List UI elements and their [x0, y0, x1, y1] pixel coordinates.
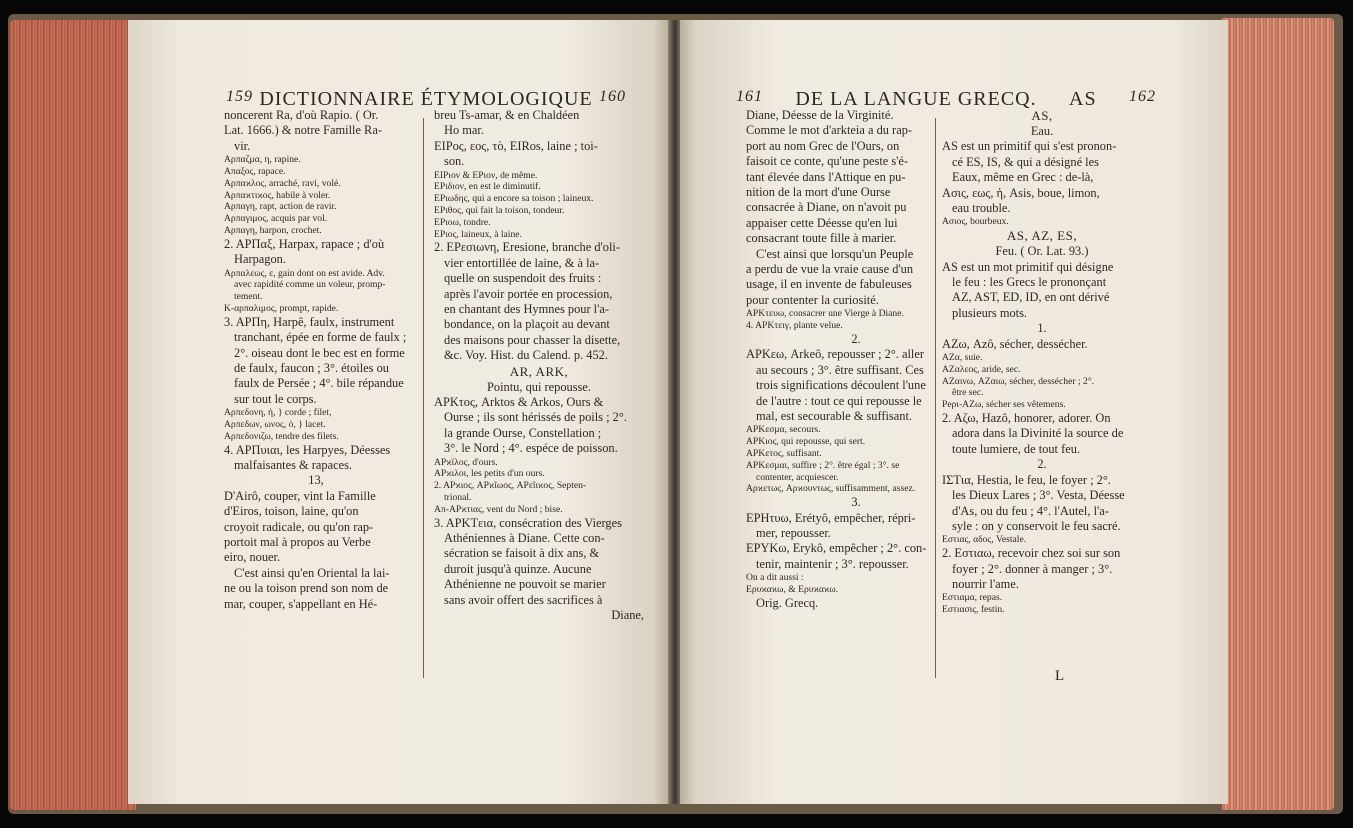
text-line: cé ES, IS, & qui a désigné les	[952, 154, 1099, 169]
text-line: eau trouble.	[952, 201, 1011, 216]
right-column-2	[942, 108, 1142, 616]
signature-mark: L	[1055, 668, 1065, 684]
section-number: 1.	[1037, 321, 1047, 336]
text-line: mar, couper, s'appellant en Hé-	[224, 596, 378, 611]
text-line: de l'autre : tout ce qui repousse le	[756, 393, 922, 408]
text-line: C'est ainsi que lorsqu'un Peuple	[756, 246, 914, 261]
text-line: Diane, Déesse de la Virginité.	[746, 108, 894, 122]
text-line: mer, repousser.	[756, 525, 831, 540]
page-number: 160	[599, 88, 626, 105]
entry-line: Aρπαγη, rapt, action de ravir.	[224, 201, 337, 213]
text-line: plusieurs mots.	[952, 305, 1028, 320]
text-line: nourrir l'ame.	[952, 576, 1019, 591]
entry-line: Aπ-APϰτιας, vent du Nord ; bise.	[434, 503, 563, 515]
text-line: tant élevée dans l'Attique en pu-	[746, 169, 906, 184]
text-line: en chantant des Hymnes pour l'a-	[444, 302, 609, 317]
text-line: consacrant toute fille à marier.	[746, 231, 897, 246]
entry-line: K-αρπαλιμος, prompt, rapide.	[224, 303, 339, 314]
page-number: 159	[226, 88, 253, 105]
text-line: trois significations découlent l'une	[756, 378, 926, 393]
entry-line: Aρπαζμα, η, rapine.	[224, 154, 301, 166]
text-line: D'Airô, couper, vint la Famille	[224, 488, 376, 503]
text-line: Lat. 1666.) & notre Famille Ra-	[224, 123, 382, 138]
text-line: Athéniennes à Diane. Cette con-	[444, 531, 605, 546]
text-line: malfaisantes & rapaces.	[234, 458, 353, 473]
entry-line: APKετος, suffisant.	[746, 447, 822, 459]
text-line: 2. Aζω, Hazô, honorer, adorer. On	[942, 411, 1111, 426]
section-subheading: Eau.	[1030, 124, 1054, 138]
text-line: syle : on y conservoit le feu sacré.	[952, 518, 1121, 533]
text-line: AZω, Azô, sécher, dessécher.	[942, 336, 1088, 351]
text-line: Ourse ; ils sont hérissés de poils ; 2°.	[444, 410, 627, 425]
entry-line: APϰιλοι, les petits d'un ours.	[434, 468, 545, 480]
text-line: consacrée à Diane, on n'avoit pu	[746, 200, 907, 215]
text-line: adora dans la Divinité la source de	[952, 426, 1124, 441]
entry-line: AZα, suie.	[942, 352, 983, 364]
text-line: noncerent Ra, d'où Rapio. ( Or.	[224, 108, 379, 122]
text-line: duroit jusqu'à quinze. Aucune	[444, 561, 592, 576]
entry-line: APKεσμαι, suffire ; 2°. être égal ; 3°. se	[746, 459, 900, 471]
entry-line: AZαλεος, aride, sec.	[942, 363, 1021, 375]
text-line: pour contenter la curiosité.	[746, 292, 879, 307]
left-column-1	[224, 108, 408, 612]
entry-line: trional.	[444, 492, 472, 504]
section-subheading: Pointu, qui repousse.	[487, 379, 591, 394]
entry-line: Peρι-AZω, sécher ses vêtemens.	[942, 399, 1066, 411]
text-line: sécration se faisoit à dix ans, &	[444, 546, 600, 561]
text-line: APKεω, Arkeô, repousser ; 2°. aller	[746, 347, 924, 362]
text-line: 3. APKTεια, consécration des Vierges	[434, 515, 622, 530]
text-line: au secours ; 3°. être suffisant. Ces	[756, 362, 924, 377]
text-line: 3°. le Nord ; 4°. espéce de poisson.	[444, 441, 618, 456]
text-line: croyoit radicale, ou qu'on rap-	[224, 519, 374, 534]
left-page	[128, 20, 670, 804]
entry-line: APKιος, qui repousse, qui sert.	[746, 436, 866, 448]
text-line: faisoit ce conte, qu'une peste s'é-	[746, 154, 909, 169]
text-line: EIPος, εος, τὸ, EIRos, laine ; toi-	[434, 138, 598, 153]
text-line: le feu : les Grecs le prononçant	[952, 275, 1107, 290]
section-number: 13,	[308, 473, 324, 488]
text-line: EPYKω, Erykô, empêcher ; 2°. con-	[746, 541, 927, 556]
entry-line: Eρυϰαϰω, & Eρυϰαϰω.	[746, 583, 839, 595]
entry-line: Aρπαγιμος, acquis par vol.	[224, 213, 328, 225]
right-page	[680, 20, 1228, 804]
text-line: Aσις, εως, ἡ, Asis, boue, limon,	[942, 185, 1100, 200]
entry-line: EPιοω, tondre.	[434, 216, 491, 228]
text-line: 2. Eστιαω, recevoir chez soi sur son	[942, 546, 1121, 561]
footer-note: Orig. Grecq.	[756, 595, 819, 610]
section-heading: AS,	[1031, 108, 1053, 123]
text-line: quelle on suspendoit des fruits :	[444, 271, 602, 286]
entry-line: AZαινω, AZαιω, sécher, dessécher ; 2°.	[942, 375, 1095, 387]
text-line: toute lumiere, de tout feu.	[952, 441, 1080, 456]
text-line: sans avoir offert des sacrifices à	[444, 592, 603, 607]
entry-line: Aρπαγη, harpon, crochet.	[224, 225, 322, 236]
text-line: vier entortillée de laine, & à la-	[444, 255, 600, 270]
text-line: de faulx, faucon ; 3°. étoiles ou	[234, 361, 389, 376]
entry-line: Aρϰετως, Aρϰουντως, suffisamment, assez.	[746, 483, 916, 495]
text-line: nition de la mort d'une Ourse	[746, 185, 891, 200]
text-line: 2. EPεσιωνη, Eresione, branche d'oli-	[434, 240, 620, 255]
text-line: portoit mal à propos au Verbe	[224, 535, 371, 550]
section-heading: AR, ARK,	[509, 363, 569, 379]
text-line: EPHτυω, Erétyô, empêcher, répri-	[746, 510, 916, 525]
text-line: Athénienne ne pouvoit se marier	[444, 577, 606, 592]
page-number: 161	[736, 88, 763, 105]
entry-line: Aρπεδων, ωνος, ὁ, } lacet.	[224, 419, 326, 431]
text-line: foyer ; 2°. donner à manger ; 3°.	[952, 561, 1113, 576]
entry-line: contenter, acquiescer.	[756, 471, 839, 483]
running-title: DICTIONNAIRE ÉTYMOLOGIQUE	[259, 88, 593, 110]
entry-line: EIPιον & EPιον, de même.	[434, 169, 538, 181]
text-line: son.	[444, 154, 465, 169]
right-column-1	[746, 108, 966, 611]
column-divider	[423, 118, 424, 678]
entry-line: tement.	[234, 291, 263, 303]
entry-line: Eστιαμα, repas.	[942, 592, 1003, 604]
entry-line: Aρπεδονη, ἡ, } corde ; filet,	[224, 407, 332, 419]
entry-line: Aσιος, bourbeux.	[942, 216, 1009, 228]
catchword: Diane,	[611, 608, 644, 623]
text-line: AS est un mot primitif qui désigne	[942, 259, 1114, 274]
text-line: après l'avoir portée en procession,	[444, 286, 613, 301]
entry-line: Aρπεδονιζω, tendre des filets.	[224, 430, 339, 442]
section-number: 3.	[851, 495, 861, 510]
section-letters: AS	[1069, 88, 1097, 110]
text-line: breu Ts-amar, & en Chaldéen	[434, 108, 580, 122]
text-line: Harpagon.	[234, 252, 286, 267]
entry-line: avec rapidité comme un voleur, promp-	[234, 279, 386, 291]
text-line: tranchant, épée en forme de faulx ;	[234, 330, 407, 345]
text-line: 4. APΠυιαι, les Harpyes, Déesses	[224, 442, 391, 457]
text-line: Comme le mot d'arkteia a du rap-	[746, 123, 913, 138]
text-line: a perdu de vue la vraie cause d'un	[746, 262, 914, 277]
text-line: appaiser cette Déesse qu'en lui	[746, 215, 898, 230]
entry-line: Aπαξος, rapace.	[224, 166, 286, 178]
entry-line: EPιδιον, en est le diminutif.	[434, 181, 541, 193]
text-line: mal, est secourable & suffisant.	[756, 408, 912, 423]
text-line: tenir, maintenir ; 3°. repousser.	[756, 556, 909, 571]
page-number: 162	[1128, 88, 1156, 105]
section-subheading: Feu. ( Or. Lat. 93.)	[995, 244, 1089, 259]
entry-line: Aρπαϰλος, arraché, ravi, volé.	[224, 177, 341, 189]
page-edges-right	[1222, 18, 1334, 810]
entry-line: Aρπαλεως, ε, gain dont on est avide. Adv.	[224, 267, 385, 279]
text-line: 2. APΠαξ, Harpax, rapace ; d'où	[224, 236, 385, 251]
text-line: Ho mar.	[444, 123, 484, 138]
text-line: d'As, ou du feu ; 4°. l'Autel, l'a-	[952, 503, 1109, 518]
running-title: DE LA LANGUE GRECQ.	[795, 88, 1037, 110]
entry-line: EPιθος, qui fait la toison, tondeur.	[434, 205, 565, 217]
text-line: des maisons pour chasser la disette,	[444, 332, 621, 347]
text-line: 2°. oiseau dont le bec est en forme	[234, 345, 405, 360]
text-line: port au nom Grec de l'Ours, on	[746, 138, 900, 153]
text-line: usage, il en invente de fabuleuses	[746, 277, 912, 292]
page-edges-left	[10, 20, 136, 810]
entry-line: APKεσμα, secours.	[746, 424, 821, 436]
text-line: ne ou la toison prend son nom de	[224, 581, 389, 596]
text-line: d'Eiros, toison, laine, qu'on	[224, 504, 359, 519]
entry-line: EPιος, laineux, à laine.	[434, 228, 522, 240]
entry-line: APKτευω, consacrer une Vierge à Diane.	[746, 308, 904, 320]
left-column-2	[434, 108, 644, 624]
text-line: 3. APΠη, Harpê, faulx, instrument	[224, 314, 395, 329]
text-line: vir.	[234, 138, 251, 153]
text-line: C'est ainsi qu'en Oriental la lai-	[234, 565, 390, 580]
entry-line: Aρπαϰτιϰος, habile à voler.	[224, 189, 331, 201]
text-line: APKτος, Arktos & Arkos, Ours &	[434, 395, 604, 410]
section-number: 2.	[1037, 457, 1047, 472]
entry-line: On a dit aussi :	[746, 572, 804, 584]
entry-line: EPιωδης, qui a encore sa toison ; laineux.	[434, 193, 594, 205]
text-line: &c. Voy. Hist. du Calend. p. 452.	[444, 348, 608, 363]
text-line: faulx de Persée ; 4°. bile répandue	[234, 376, 404, 391]
section-number: 2.	[851, 331, 861, 346]
entry-line: Eστιας, αδος, Vestale.	[942, 534, 1027, 546]
text-line: AS est un primitif qui s'est pronon-	[942, 139, 1117, 154]
text-line: AZ, AST, ED, ID, en ont dérivé	[952, 290, 1110, 305]
entry-line: Eστιασις, festin.	[942, 604, 1005, 616]
entry-line: 4. APKτειγ, plante velue.	[746, 320, 843, 332]
text-line: Eaux, même en Grec : de-là,	[952, 170, 1094, 185]
section-heading: AS, AZ, ES,	[1006, 228, 1078, 244]
text-line: eiro, nouer.	[224, 550, 281, 565]
entry-line: 2. APϰιος, APϰῖωος, APεῖιϰος, Septen-	[434, 480, 587, 492]
text-line: sur tout le corps.	[234, 391, 317, 406]
text-line: bondance, on la plaçoit au devant	[444, 317, 610, 332]
entry-line: APϰϊλος, d'ours.	[434, 456, 498, 468]
entry-line: être sec.	[952, 387, 984, 399]
text-line: ΙΣTια, Hestia, le feu, le foyer ; 2°.	[942, 472, 1111, 487]
text-line: la grande Ourse, Constellation ;	[444, 425, 602, 440]
text-line: les Dieux Lares ; 3°. Vesta, Déesse	[952, 488, 1125, 503]
